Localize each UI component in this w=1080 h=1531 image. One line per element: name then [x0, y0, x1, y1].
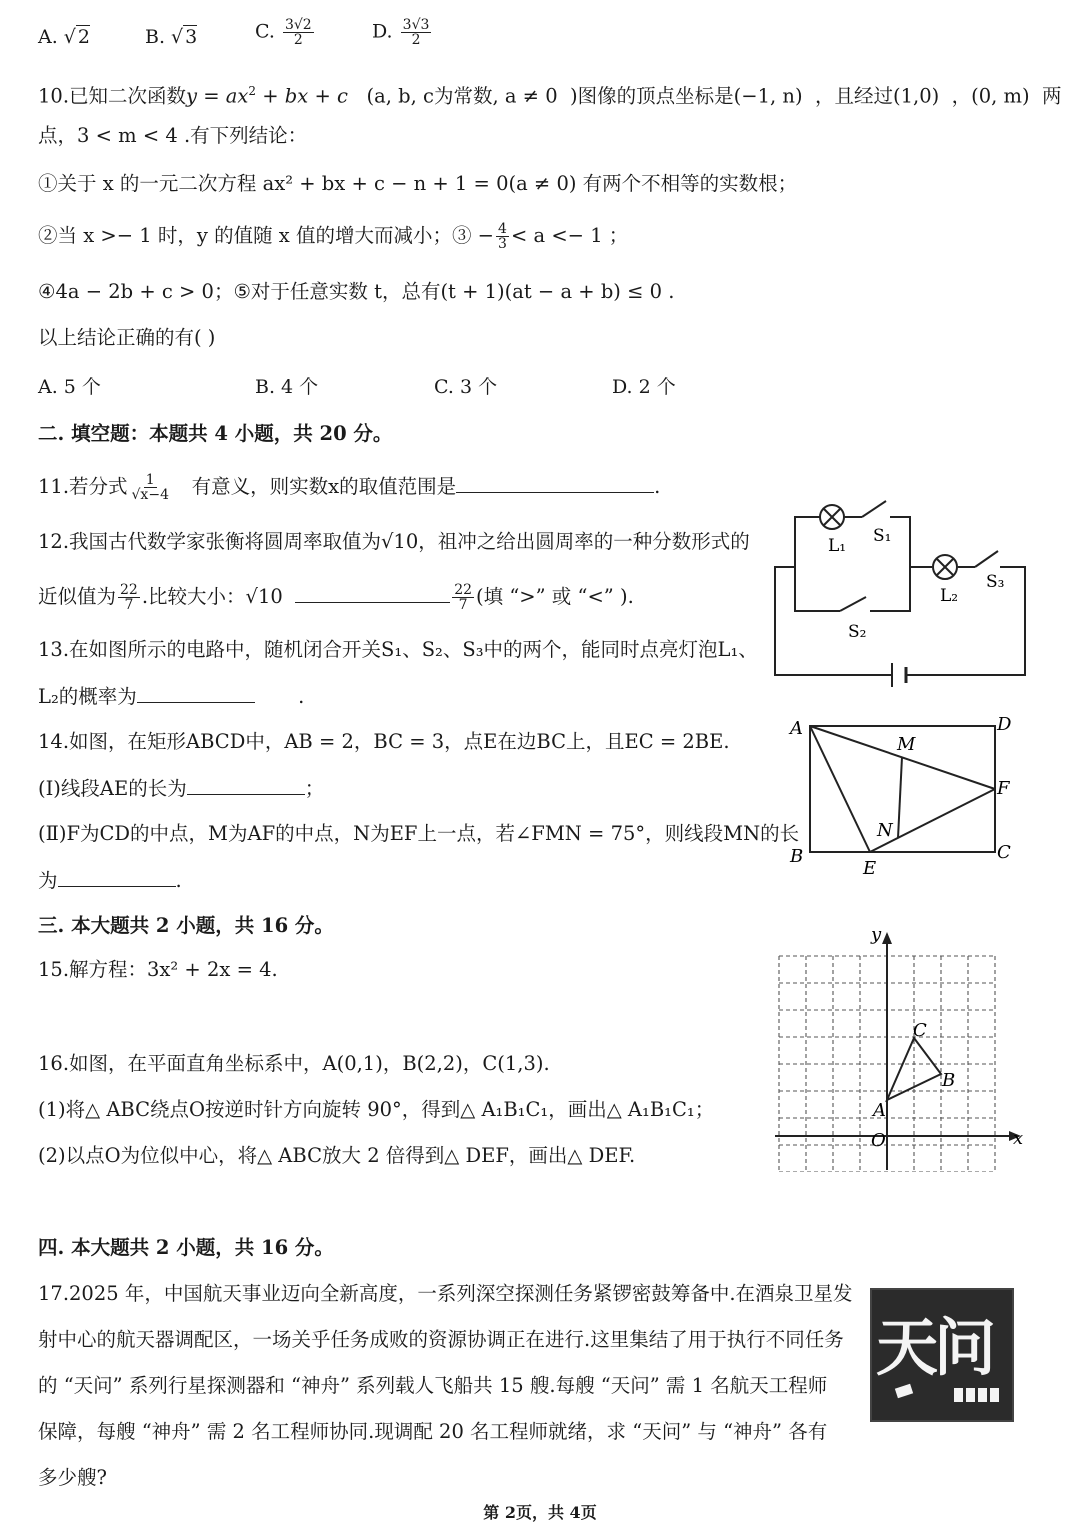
q12-answer-blank[interactable] [295, 582, 450, 603]
q17-line1: 17.2025 年，中国航天事业迈向全新高度，一系列深空探测任务紧锣密鼓筹备中.在酒泉卫星发 [38, 1282, 853, 1305]
coordinate-grid [775, 922, 1035, 1172]
label-s3: S₃ [986, 572, 1005, 592]
q9-option-c: C. $\frac{3√2}{2}$ [255, 17, 312, 48]
q13-answer-blank[interactable] [137, 682, 255, 703]
q9-option-b: B. √ 3 [145, 26, 198, 48]
q12-line1: 12.我国古代数学家张衡将圆周率取值为√10，祖冲之给出圆周率的一种分数形式的 [38, 530, 750, 553]
q16-stem: 16.如图，在平面直角坐标系中，A(0,1)，B(2,2)，C(1,3). [38, 1052, 550, 1075]
label-n: N [877, 820, 893, 841]
q13-line1: 13.在如图所示的电路中，随机闭合开关S₁、S₂、S₃中的两个，能同时点亮灯泡L₁、 [38, 638, 758, 661]
q10-stem-line2: 点，3 < m < 4 .有下列结论： [38, 124, 308, 147]
tianwen-logo [870, 1288, 1014, 1422]
label-l1: L₁ [828, 536, 847, 556]
q9-option-a: A. √ 2 [38, 26, 91, 48]
q10-stem-line1: 10.已知二次函数$y = ax^2$ + bx + c (a, b, c为常数, a ≠ 0 )图像的顶点坐标是(−1, n) ，且经过(1,0) ，(0, m) 两 [38, 84, 1062, 108]
section-3-heading: 三. 本大题共 2 小题，共 16 分。 [38, 914, 334, 937]
q10-conclusion-2-3: ②当 x >− 1 时，y 的值随 x 值的增大而减小；③ − $\frac{4}{3}$ < a <− 1 ； [38, 221, 629, 252]
q14-part2-blank[interactable] [58, 866, 176, 887]
q14-part2: (Ⅱ)F为CD的中点，M为AF的中点，N为EF上一点，若∠FMN = 75°，则线段MN的长 [38, 822, 800, 845]
q16-part2: (2)以点O为位似中心，将△ ABC放大 2 倍得到△ DEF，画出△ DEF. [38, 1144, 636, 1167]
rectangle-diagram [785, 712, 1025, 882]
label-f: F [997, 778, 1010, 799]
label-e: E [863, 858, 877, 879]
q16-part1: (1)将△ ABC绕点O按逆时针方向旋转 90°，得到△ A₁B₁C₁，画出△ A₁B₁C₁； [38, 1098, 715, 1121]
point-c-label: C [913, 1020, 927, 1041]
origin-label: O [871, 1130, 886, 1151]
label-s1: S₁ [873, 526, 892, 546]
q13-line2: L₂的概率为 . [38, 682, 304, 711]
point-b-label: B [942, 1070, 956, 1091]
q17-line5: 多少艘? [38, 1466, 107, 1489]
circuit-diagram [770, 495, 1035, 690]
q14-stem: 14.如图，在矩形ABCD中，AB = 2，BC = 3，点E在边BC上，且EC = 2BE. [38, 730, 730, 753]
q9-option-d: D. $\frac{3√3}{2}$ [372, 17, 430, 48]
label-c: C [997, 842, 1011, 863]
q14-part1-blank[interactable] [187, 774, 305, 795]
q10-conclusion-4-5: ④4a − 2b + c > 0；⑤对于任意实数 t，总有(t + 1)(at − a + b) ≤ 0 . [38, 280, 675, 303]
q14-part2-answer: 为 . [38, 866, 182, 895]
q10-ask: 以上结论正确的有( ) [38, 326, 216, 349]
q10-option-b: B. 4 个 [255, 376, 319, 398]
label-s2: S₂ [848, 622, 867, 642]
q10-option-c: C. 3 个 [434, 376, 498, 398]
q10-conclusion-1: ①关于 x 的一元二次方程 ax² + bx + c − n + 1 = 0(a ≠ 0) 有两个不相等的实数根； [38, 172, 798, 195]
label-a: A [790, 718, 803, 739]
axis-y-label: y [871, 924, 882, 945]
q11: 11.若分式 $\frac{1}{√x-4}$ 有意义，则实数x的取值范围是 . [38, 472, 661, 503]
logo-bars [954, 1388, 1002, 1402]
q11-answer-blank[interactable] [456, 472, 654, 493]
label-m: M [897, 734, 916, 755]
page-footer: 第 2页，共 4页 [483, 1503, 597, 1522]
q17-line4: 保障，每艘 “神舟” 需 2 名工程师协同.现调配 20 名工程师就绪，求 “天问” 与 “神舟” 各有 [38, 1420, 828, 1443]
label-l2: L₂ [940, 586, 959, 606]
section-2-heading: 二. 填空题：本题共 4 小题，共 20 分。 [38, 422, 393, 445]
label-b: B [790, 846, 804, 867]
q14-part1: (Ⅰ)线段AE的长为 ； [38, 774, 324, 803]
axis-x-label: x [1013, 1128, 1024, 1149]
section-4-heading: 四. 本大题共 2 小题，共 16 分。 [38, 1236, 334, 1259]
q15: 15.解方程：3x² + 2x = 4. [38, 958, 278, 981]
q10-option-d: D. 2 个 [612, 376, 676, 398]
point-a-label: A [873, 1100, 886, 1121]
q17-line2: 射中心的航天器调配区，一场关乎任务成败的资源协调正在进行.这里集结了用于执行不同任务 [38, 1328, 844, 1351]
logo-text: 天问 [876, 1311, 993, 1384]
q17-line3: 的 “天问” 系列行星探测器和 “神舟” 系列载人飞船共 15 艘.每艘 “天问” 需 1 名航天工程师 [38, 1374, 828, 1397]
label-d: D [997, 714, 1012, 735]
q12-line2: 近似值为 $\frac{22}{7}$ .比较大小：√10 $\frac{22}{7}$ (填 “>” 或 “<” ). [38, 582, 634, 613]
q10-option-a: A. 5 个 [38, 376, 101, 398]
